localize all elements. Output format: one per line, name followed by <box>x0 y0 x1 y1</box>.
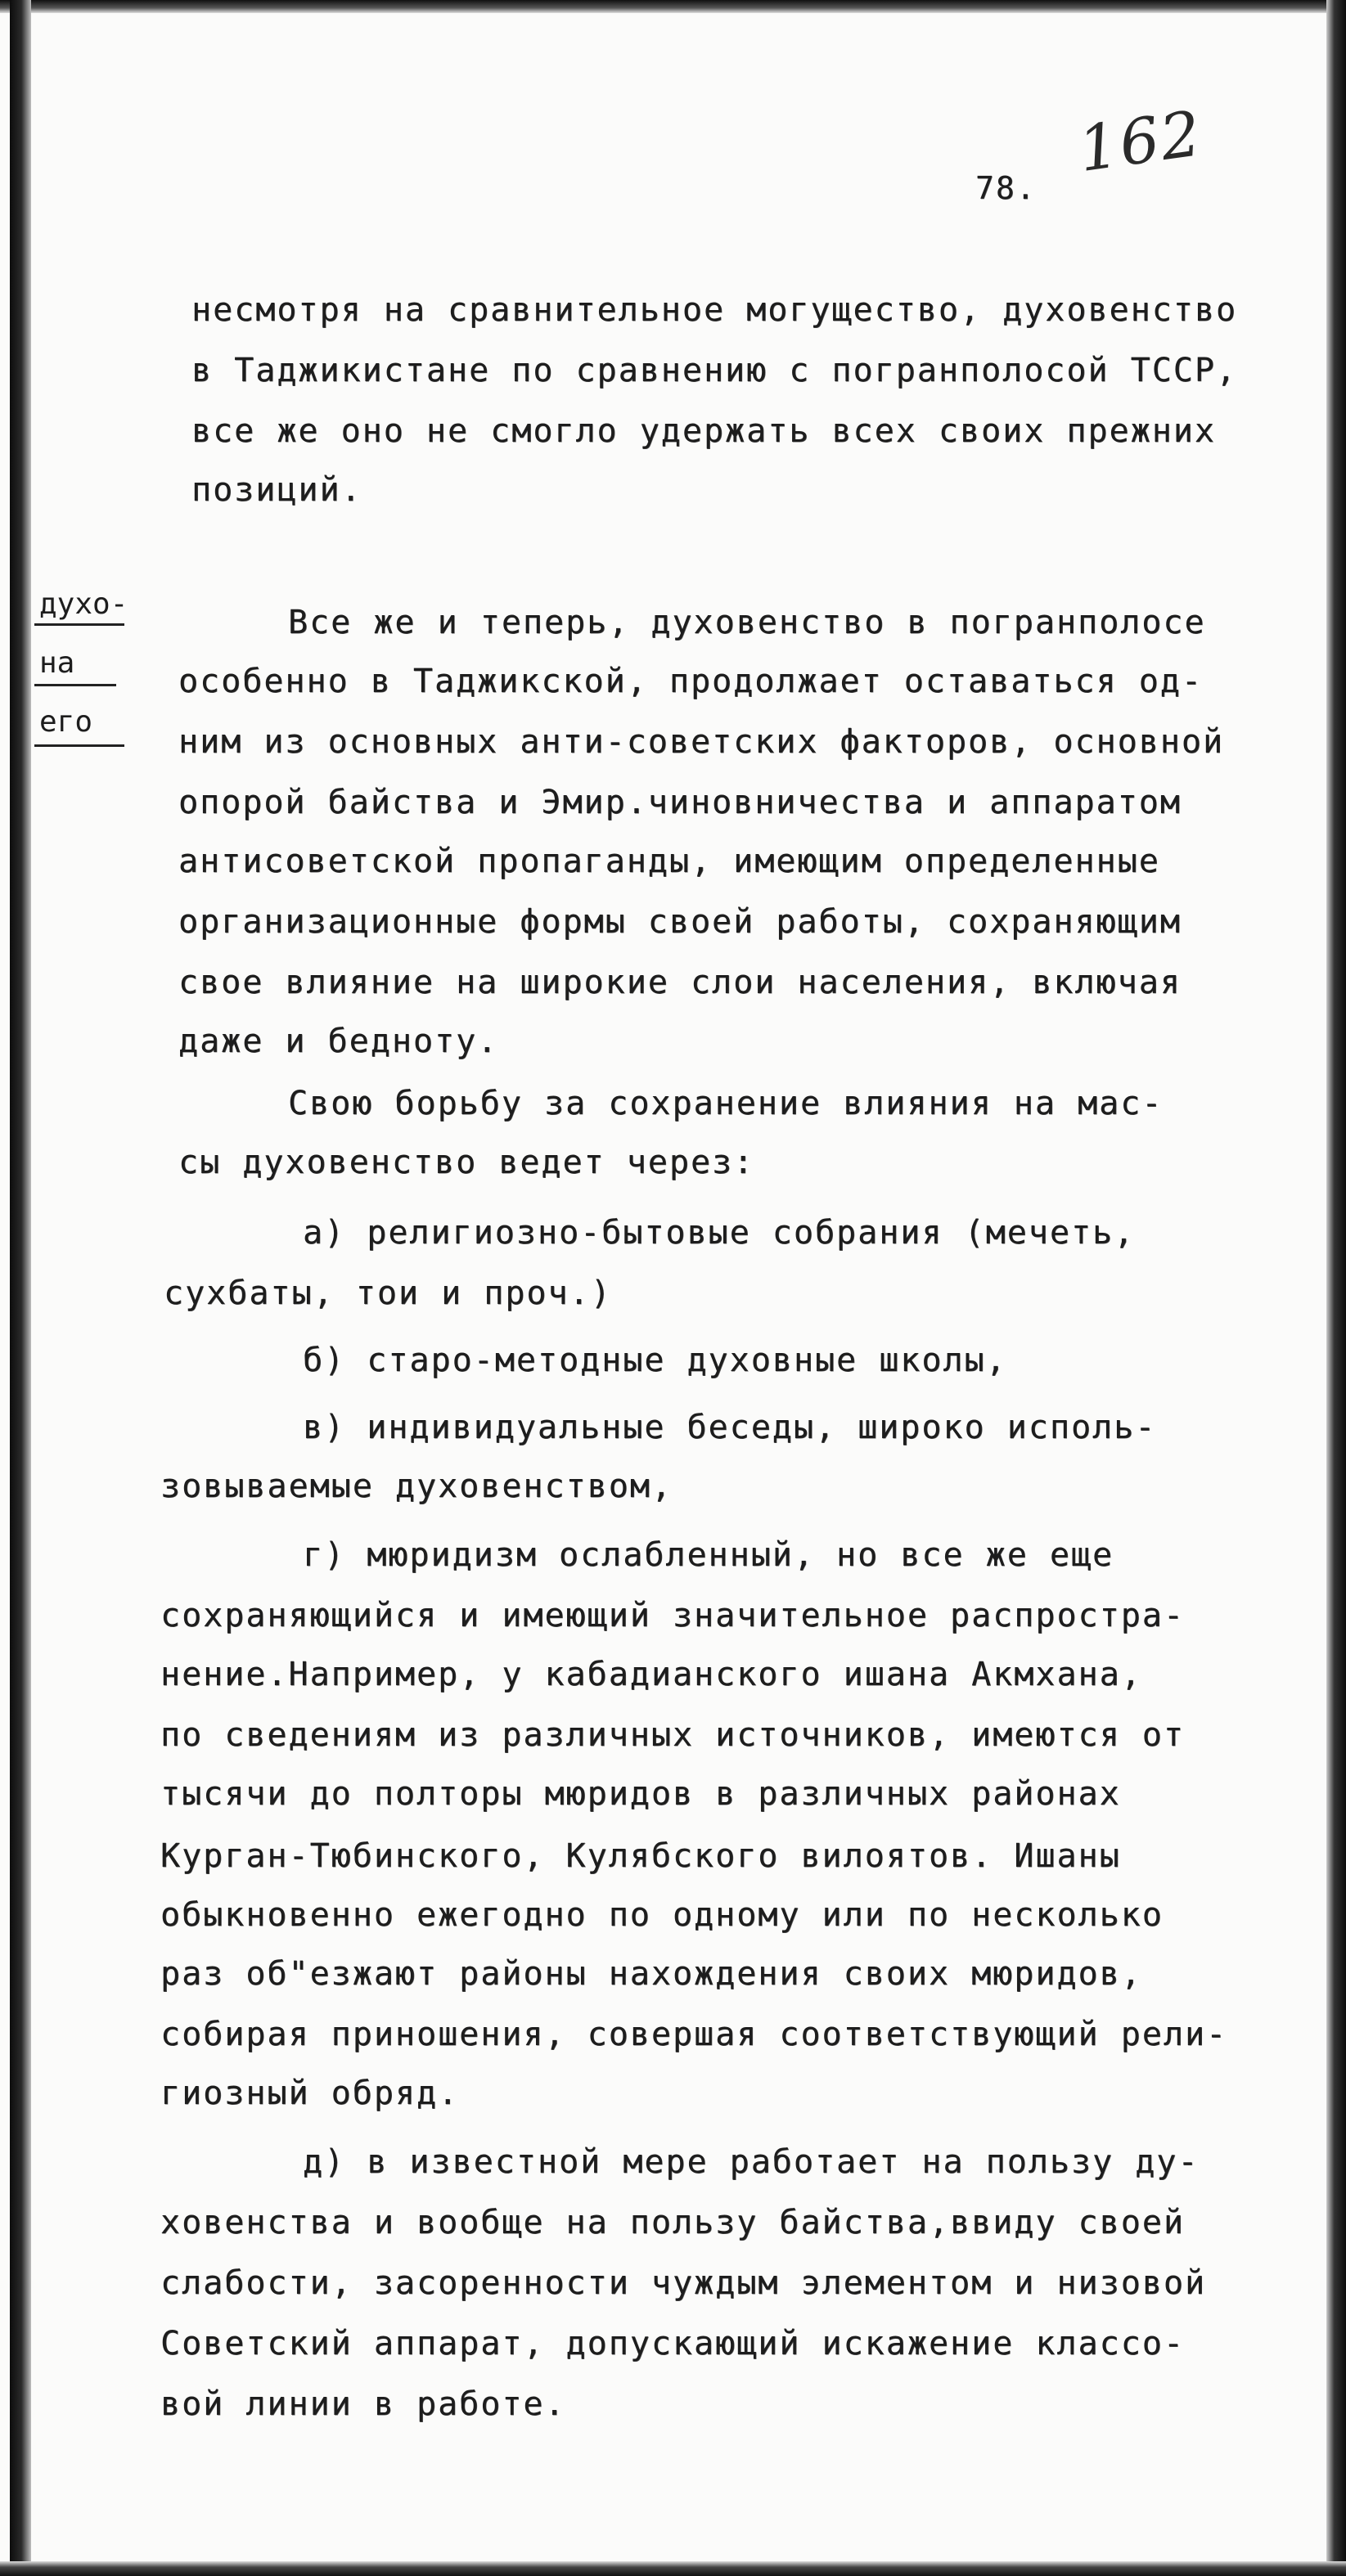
text-line: все же оно не смогло удержать всех своих прежних <box>191 412 1216 450</box>
text-line: а) религиозно-бытовые собрания (мечеть, <box>303 1214 1136 1252</box>
scan-border-left <box>10 0 31 2576</box>
text-line: даже и бедноту. <box>178 1023 499 1060</box>
text-line: особенно в Таджикской, продолжает оставаться од- <box>178 663 1203 700</box>
page-number: 78. <box>975 170 1037 206</box>
text-line: д) в известной мере работает на пользу ду- <box>303 2143 1200 2181</box>
text-line: несмотря на сравнительное могущество, духовенство <box>191 291 1238 329</box>
text-line: в Таджикистане по сравнению с погранполосой ТССР, <box>191 352 1238 389</box>
text-line: опорой байства и Эмир.чиновничества и аппаратом <box>178 784 1182 821</box>
scan-border-bottom <box>0 2561 1346 2576</box>
scan-border-top <box>0 0 1346 13</box>
text-line: в) индивидуальные беседы, широко исполь- <box>303 1409 1157 1446</box>
text-line: свое влияние на широкие слои населения, включая <box>178 964 1182 1001</box>
text-line: Курган-Тюбинского, Кулябского вилоятов. Ишаны <box>160 1837 1121 1875</box>
text-line: Свою борьбу за сохранение влияния на мас- <box>288 1085 1164 1122</box>
text-line: Советский аппарат, допускающий искажение классо- <box>160 2325 1185 2362</box>
text-line: гиозный обряд. <box>160 2075 460 2112</box>
margin-underline-2 <box>34 684 116 686</box>
text-line: организационные формы своей работы, сохраняющим <box>178 903 1182 941</box>
text-line: обыкновенно ежегодно по одному или по несколько <box>160 1896 1164 1934</box>
text-line: ховенства и вообще на пользу байства,ввиду своей <box>160 2204 1185 2241</box>
text-line: Все же и теперь, духовенство в погранполосе <box>288 604 1206 641</box>
text-line: раз об"езжают районы нахождения своих мюридов, <box>160 1955 1142 1993</box>
scan-border-right <box>1326 0 1346 2576</box>
text-line: антисоветской пропаганды, имеющим определенные <box>178 843 1160 880</box>
text-line: вой линии в работе. <box>160 2385 566 2423</box>
margin-underline-1 <box>34 623 124 626</box>
text-line: слабости, засоренности чуждым элементом и низовой <box>160 2264 1207 2302</box>
text-line: по сведениям из различных источников, имеются от <box>160 1716 1185 1754</box>
text-line: нение.Например, у кабадианского ишана Акмхана, <box>160 1656 1142 1693</box>
text-line: сы духовенство ведет через: <box>178 1144 755 1181</box>
text-line: сохраняющийся и имеющий значительное распростра- <box>160 1597 1185 1634</box>
text-line: позиций. <box>191 471 362 509</box>
archive-folio-number: 162 <box>1074 96 1207 187</box>
margin-note-2: на <box>39 646 75 680</box>
text-line: собирая приношения, совершая соответствующий рели- <box>160 2016 1228 2053</box>
text-line: сухбаты, тои и проч.) <box>164 1275 612 1312</box>
margin-note-1: духо- <box>39 587 128 621</box>
text-line: зовываемые духовенством, <box>160 1468 673 1505</box>
text-line: тысячи до полторы мюридов в различных районах <box>160 1775 1121 1813</box>
margin-underline-3 <box>34 744 124 747</box>
text-line: б) старо-методные духовные школы, <box>303 1342 1007 1379</box>
text-line: ним из основных анти-советских факторов, основной <box>178 723 1225 761</box>
text-line: г) мюридизм ослабленный, но все же еще <box>303 1536 1114 1574</box>
margin-note-3: его <box>39 705 93 739</box>
